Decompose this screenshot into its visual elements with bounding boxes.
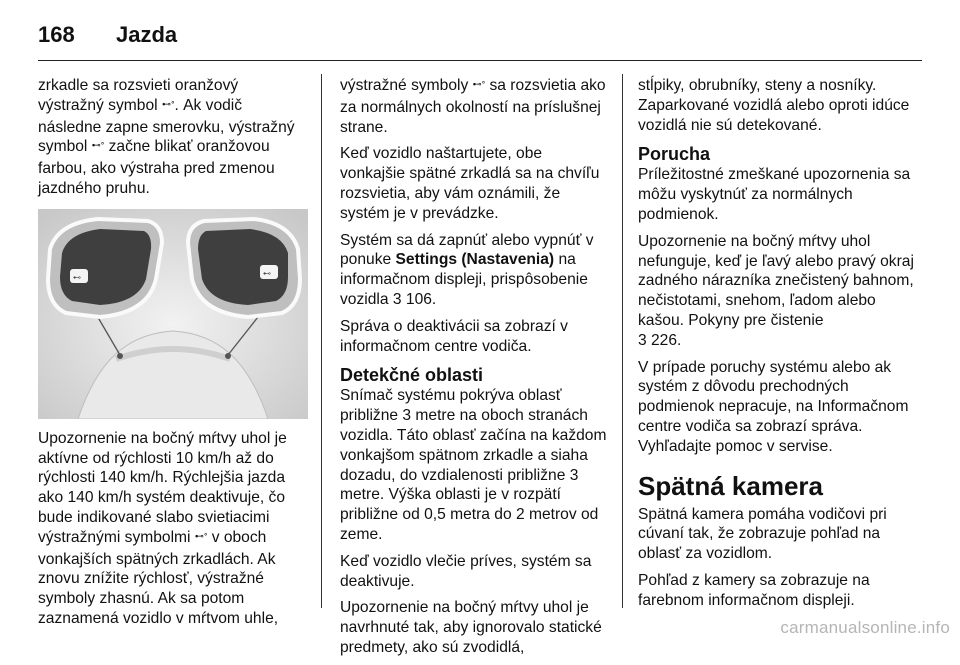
paragraph: Keď vozidlo naštartujete, obe vonkajšie spätné zrkadlá sa na chvíľu rozsvietia, aby vám oznámili, že systém je v prevádzke. <box>340 145 600 222</box>
blind-spot-symbol-icon: ⊷ᐤ <box>194 530 208 541</box>
page-reference: 3 226. <box>638 331 682 349</box>
paragraph: Príležitostné zmeškané upozornenia sa môžu vyskytnúť za normálnych podmienok. <box>638 166 911 223</box>
paragraph: výstražné symboly ⊷ᐤ sa rozsvietia ako za normálnych okolností na príslušnej strane. <box>340 77 606 136</box>
menu-name: Settings (Nastavenia) <box>395 251 555 269</box>
paragraph: stĺpiky, obrubníky, steny a nosníky. Zaparkované vozidlá alebo oproti idúce vozidlá nie sú detekované. <box>638 77 910 134</box>
mirror-illustration-svg <box>38 209 308 419</box>
paragraph: Upozornenie na bočný mŕtvy uhol nefunguje, keď je ľavý alebo pravý okraj zadného nárazníka znečistený bahnom, nečistotami, snehom, ľadom alebo kašou. Pokyny pre čistenie 3 226. <box>638 232 914 349</box>
page-number: 168 <box>38 22 75 47</box>
column-divider <box>321 74 322 608</box>
svg-text:⊷: ⊷ <box>263 268 271 278</box>
paragraph: Spätná kamera pomáha vodičovi pri cúvaní tak, že zobrazuje pohľad na oblasť za vozidlom. <box>638 505 887 563</box>
column-3 <box>638 76 916 618</box>
blind-spot-symbol-icon: ⊷ᐤ <box>161 98 175 109</box>
blind-spot-symbol-icon: ⊷ᐤ <box>472 79 486 89</box>
chapter-title: Jazda <box>116 22 178 47</box>
paragraph: Správa o deaktivácii sa zobrazí v informačnom centre vodiča. <box>340 317 568 355</box>
paragraph: Snímač systému pokrýva oblasť približne 3 metre na oboch stranách vozidla. Táto oblasť začína na každom vonkajšom spätnom zrkadle a siaha dozadu, do vzdialenosti približne 3 metre. Výška oblasti je v rozpätí približne od 0,5 metra do 2 metrov od zeme. <box>340 387 607 543</box>
watermark: carmanualsonline.info <box>780 618 950 637</box>
section-heading: Detekčné oblasti <box>340 365 484 386</box>
intro-paragraph: zrkadle sa rozsvieti oranžový výstražný symbol ⊷ᐤ. Ak vodič následne zapne smerovku, výstražný symbol ⊷ᐤ začne blikať oranžovou farbou, ako výstraha pred zmenou jazdného pruhu. <box>38 77 295 197</box>
paragraph: Upozornenie na bočný mŕtvy uhol je navrhnuté tak, aby ignorovalo statické predmety, ako sú zvodidlá, <box>340 599 602 656</box>
paragraph: Pohľad z kamery sa zobrazuje na farebnom informačnom displeji. <box>638 571 870 609</box>
header-rule <box>38 60 922 61</box>
blind-spot-symbol-icon: ⊷ᐤ <box>91 140 105 151</box>
paragraph: Keď vozidlo vlečie príves, systém sa deaktivuje. <box>340 552 592 590</box>
page-reference: 3 106. <box>392 290 437 308</box>
section-heading: Porucha <box>638 144 711 165</box>
speed-paragraph: Upozornenie na bočný mŕtvy uhol je aktívne od rýchlosti 10 km/h až do rýchlosti 140 km/h. Rýchlejšia jazda ako 140 km/h systém deaktivuje, čo bude indikované slabo svietiacimi výstražnými symbolmi ⊷ᐤ v oboch vonkajších spätných zrkadlách. Ak znovu znížite rýchlosť, výstražné symboly zhasnú. Ak sa potom zaznamená vozidlo v mŕtvom uhle, <box>38 429 287 627</box>
column-1 <box>38 76 308 636</box>
chapter-heading: Spätná kamera <box>638 470 823 501</box>
paragraph: V prípade poruchy systému alebo ak systém z dôvodu prechodných podmienok nepracuje, na Informačnom centre vodiča sa zobrazí správa. Vyhľadajte pomoc v servise. <box>638 358 909 455</box>
paragraph: Systém sa dá zapnúť alebo vypnúť v ponuke Settings (Nastavenia) na informačnom displeji, prispôsobenie vozidla 3 106. <box>340 231 594 308</box>
mirror-illustration <box>38 209 308 419</box>
column-divider <box>622 74 623 608</box>
svg-text:⊷: ⊷ <box>73 272 81 282</box>
column-2 <box>340 76 610 665</box>
